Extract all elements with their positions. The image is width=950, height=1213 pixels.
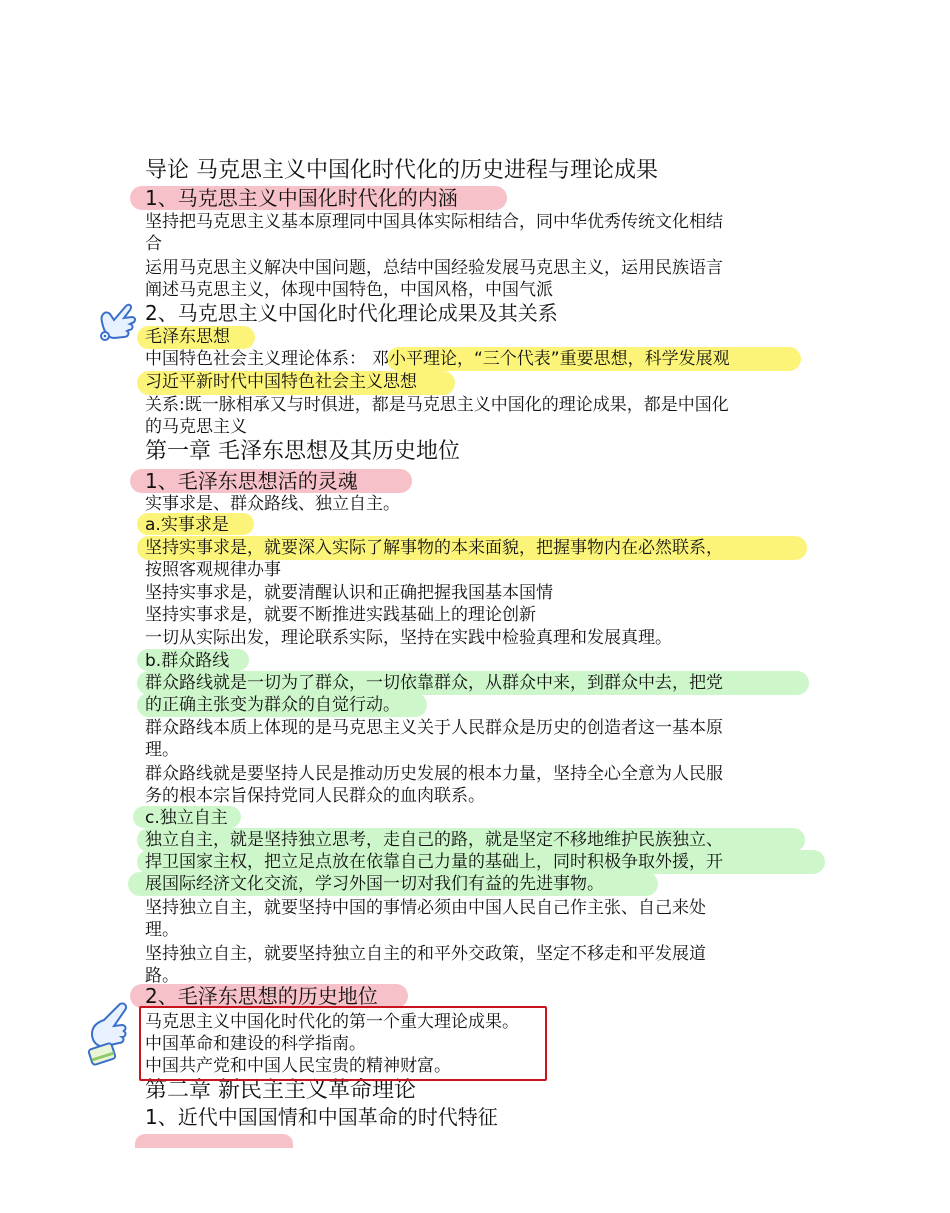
chapter-1-title: 第一章 毛泽东思想及其历史地位 — [145, 439, 460, 464]
subsection-c: c.独立自主 — [145, 808, 228, 828]
chapter-2-title: 第二章 新民主主义革命理论 — [145, 1078, 416, 1103]
paragraph: 运用马克思主义解决中国问题，总结中国经验发展马克思主义，运用民族语言 — [145, 258, 723, 278]
paragraph: 坚持实事求是，就要深入实际了解事物的本来面貌，把握事物内在必然联系， — [145, 538, 723, 558]
paragraph: 坚持独立自主，就要坚持独立自主的和平外交政策，坚定不移走和平发展道 — [145, 944, 706, 964]
pointing-hand-icon — [96, 300, 140, 346]
paragraph: 实事求是、群众路线、独立自主。 — [145, 494, 400, 514]
paragraph: 群众路线就是要坚持人民是推动历史发展的根本力量，坚持全心全意为人民服 — [145, 764, 723, 784]
subsection-a: a.实事求是 — [145, 515, 229, 535]
paragraph: 群众路线本质上体现的是马克思主义关于人民群众是历史的创造者这一基本原 — [145, 718, 723, 738]
intro-section-1: 1、马克思主义中国化时代化的内涵 — [145, 186, 458, 210]
pointing-hand-icon — [84, 1000, 138, 1072]
paragraph: 展国际经济文化交流，学习外国一切对我们有益的先进事物。 — [145, 874, 604, 894]
paragraph: 坚持实事求是，就要清醒认识和正确把握我国基本国情 — [145, 583, 553, 603]
paragraph: 独立自主，就是坚持独立思考，走自己的路，就是坚定不移地维护民族独立、 — [145, 830, 723, 850]
intro-title: 导论 马克思主义中国化时代化的历史进程与理论成果 — [145, 158, 658, 183]
paragraph: 按照客观规律办事 — [145, 560, 281, 580]
paragraph: 阐述马克思主义，体现中国特色，中国风格，中国气派 — [145, 280, 553, 300]
paragraph: 捍卫国家主权，把立足点放在依靠自己力量的基础上，同时积极争取外援，开 — [145, 852, 723, 872]
paragraph: 中国革命和建设的科学指南。 — [145, 1034, 366, 1054]
paragraph: 坚持把马克思主义基本原理同中国具体实际相结合，同中华优秀传统文化相结 — [145, 212, 723, 232]
term-mao-thought: 毛泽东思想 — [145, 327, 230, 347]
intro-section-2: 2、马克思主义中国化时代化理论成果及其关系 — [145, 301, 558, 325]
paragraph: 坚持实事求是，就要不断推进实践基础上的理论创新 — [145, 605, 536, 625]
paragraph: 关系:既一脉相承又与时俱进，都是马克思主义中国化的理论成果，都是中国化 — [145, 395, 729, 415]
paragraph: 马克思主义中国化时代化的第一个重大理论成果。 — [145, 1012, 519, 1032]
paragraph: 群众路线就是一切为了群众，一切依靠群众，从群众中来，到群众中去，把党 — [145, 673, 723, 693]
chapter-2-section-1: 1、近代中国国情和中国革命的时代特征 — [145, 1105, 498, 1129]
paragraph: 一切从实际出发，理论联系实际，坚持在实践中检验真理和发展真理。 — [145, 628, 672, 648]
paragraph: 中国共产党和中国人民宝贵的精神财富。 — [145, 1056, 451, 1076]
paragraph: 的马克思主义 — [145, 417, 247, 437]
paragraph: 务的根本宗旨保持党同人民群众的血肉联系。 — [145, 786, 485, 806]
subsection-b: b.群众路线 — [145, 651, 230, 671]
highlight-pink — [135, 1134, 293, 1148]
paragraph: 坚持独立自主，就要坚持中国的事情必须由中国人民自己作主张、自己来处 — [145, 898, 706, 918]
chapter-1-section-1: 1、毛泽东思想活的灵魂 — [145, 469, 358, 493]
red-callout-box — [139, 1006, 547, 1081]
paragraph: 合 — [145, 234, 162, 254]
paragraph: 理。 — [145, 740, 179, 760]
paragraph: 理。 — [145, 920, 179, 940]
paragraph: 的正确主张变为群众的自觉行动。 — [145, 695, 400, 715]
paragraph: 路。 — [145, 966, 179, 986]
paragraph: 中国特色社会主义理论体系： 邓小平理论，“三个代表”重要思想，科学发展观 — [145, 349, 730, 369]
paragraph: 习近平新时代中国特色社会主义思想 — [145, 372, 417, 392]
chapter-1-section-2: 2、毛泽东思想的历史地位 — [145, 984, 378, 1008]
